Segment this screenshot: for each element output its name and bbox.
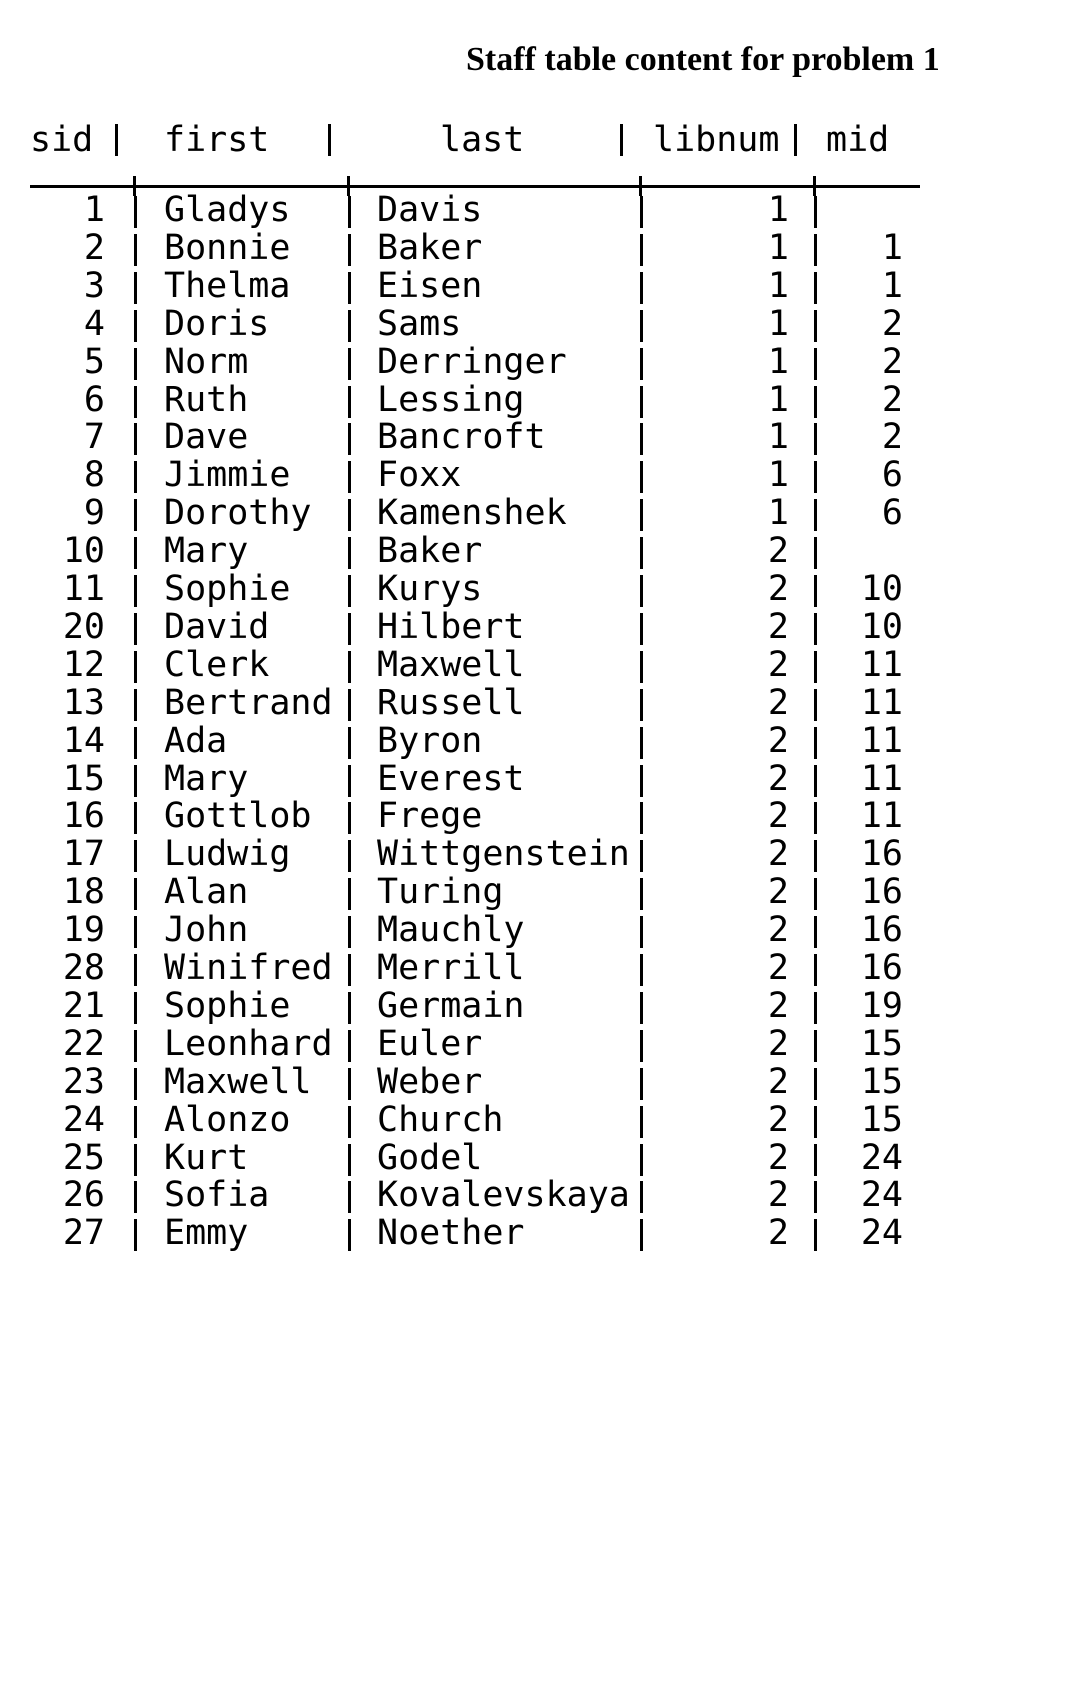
cell-mid: 11 [860,758,903,799]
cell-mid: 10 [860,569,903,609]
column-divider [134,348,137,380]
column-divider [348,916,351,948]
header-separator [30,185,920,188]
cell-first: Doris [164,303,270,344]
cell-last: Kamenshek [377,493,567,534]
column-divider [134,1144,137,1176]
column-divider [348,878,351,910]
column-divider [134,423,137,455]
cell-first: Sofia [164,1175,270,1216]
column-divider [640,348,643,380]
cell-sid: 9 [83,493,105,534]
column-divider [640,802,643,834]
table-row [30,341,1000,382]
table-row [30,682,1000,723]
column-divider [134,878,137,910]
cell-first: Ludwig [164,834,291,875]
cell-mid: 2 [881,303,903,344]
cell-first: Winifred [164,948,333,988]
cell-mid: 16 [860,910,903,951]
column-divider [640,765,643,797]
cell-first: Ada [164,720,228,761]
column-divider [134,802,137,834]
column-divider [348,992,351,1024]
cell-first: Dave [164,417,249,458]
cell-libnum: 2 [767,569,789,609]
header-divider [115,124,118,156]
column-divider [134,992,137,1024]
cell-libnum: 2 [767,644,789,685]
cell-libnum: 2 [767,796,789,837]
cell-last: Eisen [377,265,483,306]
cell-mid: 1 [881,227,903,268]
cell-last: Lessing [377,379,525,420]
cell-libnum: 2 [767,1137,789,1178]
column-divider [134,840,137,872]
column-divider [640,1219,643,1251]
cell-last: Merrill [377,948,525,988]
column-divider [814,423,817,455]
column-header-first: first [164,120,270,160]
cell-mid: 16 [860,872,903,913]
cell-first: Jimmie [164,455,291,496]
column-divider [348,423,351,455]
table-row [30,720,1000,761]
table-row [30,265,1000,306]
table-row [30,1061,1000,1102]
cell-first: Mary [164,758,249,799]
table-row [30,1099,1000,1140]
table-row [30,1137,1000,1178]
table-row [30,1177,1000,1214]
cell-first: Thelma [164,265,291,306]
cell-sid: 21 [62,985,105,1026]
cell-sid: 20 [62,606,105,647]
header-divider [328,124,331,156]
column-divider [134,272,137,304]
cell-sid: 8 [83,455,105,496]
column-divider [348,575,351,607]
cell-sid: 14 [62,720,105,761]
cell-sid: 3 [83,265,105,306]
cell-mid: 2 [881,341,903,382]
column-divider [814,272,817,304]
column-divider [640,423,643,455]
column-divider [640,651,643,683]
cell-last: Foxx [377,455,462,496]
column-divider [640,992,643,1024]
cell-mid: 16 [860,948,903,988]
cell-first: Mary [164,531,249,572]
cell-libnum: 1 [767,493,789,534]
cell-last: Hilbert [377,606,525,647]
cell-libnum: 2 [767,531,789,572]
column-divider [640,954,643,986]
column-divider [348,1181,351,1213]
cell-mid: 24 [860,1175,903,1216]
column-divider [814,196,817,228]
column-divider [814,992,817,1024]
column-divider [814,386,817,418]
column-divider [134,461,137,493]
cell-mid: 6 [881,455,903,496]
column-header-mid: mid [826,120,890,160]
column-divider [814,651,817,683]
column-divider [134,651,137,683]
column-divider [640,1030,643,1062]
cell-first: Gottlob [164,796,312,837]
table-row [30,1215,1000,1252]
cell-last: Mauchly [377,910,525,951]
cell-libnum: 2 [767,1175,789,1216]
cell-sid: 6 [83,379,105,420]
cell-sid: 4 [83,303,105,344]
cell-last: Germain [377,985,525,1026]
column-divider [640,272,643,304]
cell-last: Derringer [377,341,567,382]
column-divider [134,1106,137,1138]
cell-mid: 11 [860,644,903,685]
column-divider [814,689,817,721]
cell-sid: 19 [62,910,105,951]
column-divider [814,802,817,834]
cell-first: Bertrand [164,682,333,723]
column-divider [348,1068,351,1100]
column-divider [814,916,817,948]
column-divider [640,1106,643,1138]
column-divider [348,1030,351,1062]
cell-first: Norm [164,341,249,382]
table-row [30,533,1000,570]
column-divider [814,1106,817,1138]
page-title: Staff table content for problem 1 [466,41,940,78]
column-divider [134,537,137,569]
table-row [30,985,1000,1026]
column-divider [640,234,643,266]
cell-mid: 6 [881,493,903,534]
cell-libnum: 2 [767,682,789,723]
header-divider [794,124,797,156]
cell-sid: 17 [62,834,105,875]
column-divider [640,613,643,645]
column-divider [640,537,643,569]
cell-first: Clerk [164,644,270,685]
cell-first: Bonnie [164,227,291,268]
cell-sid: 25 [62,1137,105,1178]
column-divider [640,1144,643,1176]
cell-libnum: 2 [767,910,789,951]
column-divider [640,689,643,721]
cell-first: Ruth [164,379,249,420]
column-divider [134,954,137,986]
column-divider [348,196,351,228]
column-divider [348,840,351,872]
column-divider [814,575,817,607]
cell-libnum: 1 [767,379,789,420]
column-divider [348,613,351,645]
table-row [30,1023,1000,1064]
table-row [30,644,1000,685]
column-divider [134,386,137,418]
column-divider [814,537,817,569]
cell-mid: 24 [860,1137,903,1178]
cell-libnum: 1 [767,190,789,230]
cell-mid: 10 [860,606,903,647]
column-divider [814,234,817,266]
column-divider [134,1219,137,1251]
table-row [30,192,1000,229]
cell-last: Byron [377,720,483,761]
cell-last: Kurys [377,569,483,609]
cell-mid: 19 [860,985,903,1026]
cell-sid: 26 [62,1175,105,1216]
column-divider [134,310,137,342]
header-divider [620,124,623,156]
cell-last: Sams [377,303,462,344]
column-divider [814,1181,817,1213]
table-row [30,227,1000,268]
table-row [30,950,1000,987]
cell-mid: 11 [860,796,903,837]
table-row [30,836,1000,873]
cell-first: John [164,910,249,951]
column-divider [640,386,643,418]
cell-mid: 15 [860,1023,903,1064]
column-divider [134,916,137,948]
cell-first: Kurt [164,1137,249,1178]
column-divider [814,1144,817,1176]
column-divider [814,1068,817,1100]
column-divider [348,537,351,569]
column-divider [640,461,643,493]
column-divider [814,954,817,986]
column-divider [134,727,137,759]
column-divider [134,1181,137,1213]
cell-libnum: 2 [767,985,789,1026]
table-row [30,457,1000,494]
cell-libnum: 2 [767,834,789,875]
column-divider [348,386,351,418]
column-divider [814,840,817,872]
cell-sid: 16 [62,796,105,837]
cell-sid: 10 [62,531,105,572]
table-row [30,419,1000,456]
column-divider [134,499,137,531]
cell-last: Everest [377,758,525,799]
cell-sid: 27 [62,1213,105,1254]
column-divider [640,310,643,342]
table-row [30,874,1000,911]
cell-sid: 11 [62,569,105,609]
cell-first: Gladys [164,190,291,230]
column-divider [640,878,643,910]
cell-last: Baker [377,531,483,572]
column-divider [814,878,817,910]
table-row [30,571,1000,608]
column-divider [640,575,643,607]
cell-sid: 1 [83,190,105,230]
column-divider [348,1106,351,1138]
cell-last: Church [377,1099,504,1140]
cell-last: Godel [377,1137,483,1178]
column-divider [348,348,351,380]
column-divider [348,727,351,759]
column-divider [814,765,817,797]
column-divider [348,954,351,986]
cell-last: Russell [377,682,525,723]
cell-first: Leonhard [164,1023,333,1064]
column-divider [348,802,351,834]
cell-last: Bancroft [377,417,546,458]
cell-mid: 2 [881,417,903,458]
cell-last: Noether [377,1213,525,1254]
cell-libnum: 1 [767,227,789,268]
column-divider [814,348,817,380]
cell-last: Wittgenstein [377,834,630,875]
column-divider [814,1030,817,1062]
column-divider [640,840,643,872]
staff-table [30,120,1000,1360]
cell-first: Maxwell [164,1061,312,1102]
cell-sid: 13 [62,682,105,723]
cell-mid: 15 [860,1099,903,1140]
cell-mid: 2 [881,379,903,420]
column-divider [348,272,351,304]
table-row [30,303,1000,344]
column-divider [134,1030,137,1062]
column-header-last: last [440,120,525,160]
cell-first: Dorothy [164,493,312,534]
cell-mid: 11 [860,682,903,723]
column-divider [348,651,351,683]
cell-libnum: 2 [767,758,789,799]
cell-mid: 11 [860,720,903,761]
cell-first: Sophie [164,985,291,1026]
cell-libnum: 2 [767,872,789,913]
table-row [30,495,1000,532]
column-divider [348,461,351,493]
cell-sid: 7 [83,417,105,458]
column-divider [348,689,351,721]
column-divider [640,1068,643,1100]
column-divider [640,916,643,948]
cell-last: Euler [377,1023,483,1064]
cell-libnum: 2 [767,948,789,988]
column-divider [134,234,137,266]
column-divider [348,499,351,531]
cell-sid: 24 [62,1099,105,1140]
table-row [30,758,1000,799]
column-divider [134,196,137,228]
cell-first: Alan [164,872,249,913]
table-row [30,379,1000,420]
cell-sid: 2 [83,227,105,268]
cell-first: Sophie [164,569,291,609]
cell-last: Turing [377,872,504,913]
column-divider [348,1219,351,1251]
column-divider [640,499,643,531]
table-row [30,912,1000,949]
cell-first: David [164,606,270,647]
column-divider [640,196,643,228]
cell-sid: 5 [83,341,105,382]
cell-sid: 15 [62,758,105,799]
column-divider [814,613,817,645]
cell-libnum: 1 [767,417,789,458]
cell-libnum: 1 [767,455,789,496]
cell-libnum: 2 [767,720,789,761]
cell-last: Davis [377,190,483,230]
cell-sid: 28 [62,948,105,988]
cell-last: Weber [377,1061,483,1102]
column-divider [348,765,351,797]
column-divider [134,1068,137,1100]
cell-sid: 12 [62,644,105,685]
cell-mid: 1 [881,265,903,306]
column-divider [814,1219,817,1251]
column-divider [348,310,351,342]
cell-libnum: 1 [767,303,789,344]
table-row [30,606,1000,647]
cell-last: Maxwell [377,644,525,685]
cell-mid: 16 [860,834,903,875]
cell-libnum: 1 [767,341,789,382]
column-divider [134,765,137,797]
column-divider [814,461,817,493]
cell-mid: 15 [860,1061,903,1102]
cell-libnum: 2 [767,1023,789,1064]
cell-sid: 22 [62,1023,105,1064]
cell-mid: 24 [860,1213,903,1254]
cell-sid: 18 [62,872,105,913]
cell-libnum: 2 [767,1213,789,1254]
column-header-libnum: libnum [653,120,780,160]
cell-sid: 23 [62,1061,105,1102]
cell-libnum: 2 [767,606,789,647]
cell-last: Baker [377,227,483,268]
cell-libnum: 2 [767,1061,789,1102]
column-divider [134,613,137,645]
column-divider [640,727,643,759]
column-divider [814,727,817,759]
column-divider [348,234,351,266]
column-divider [134,689,137,721]
column-header-sid: sid [30,120,94,160]
table-row [30,798,1000,835]
cell-first: Emmy [164,1213,249,1254]
cell-last: Kovalevskaya [377,1175,630,1216]
cell-libnum: 1 [767,265,789,306]
column-divider [814,310,817,342]
column-divider [814,499,817,531]
column-divider [134,575,137,607]
cell-last: Frege [377,796,483,837]
column-divider [348,1144,351,1176]
cell-first: Alonzo [164,1099,291,1140]
cell-libnum: 2 [767,1099,789,1140]
column-divider [640,1181,643,1213]
